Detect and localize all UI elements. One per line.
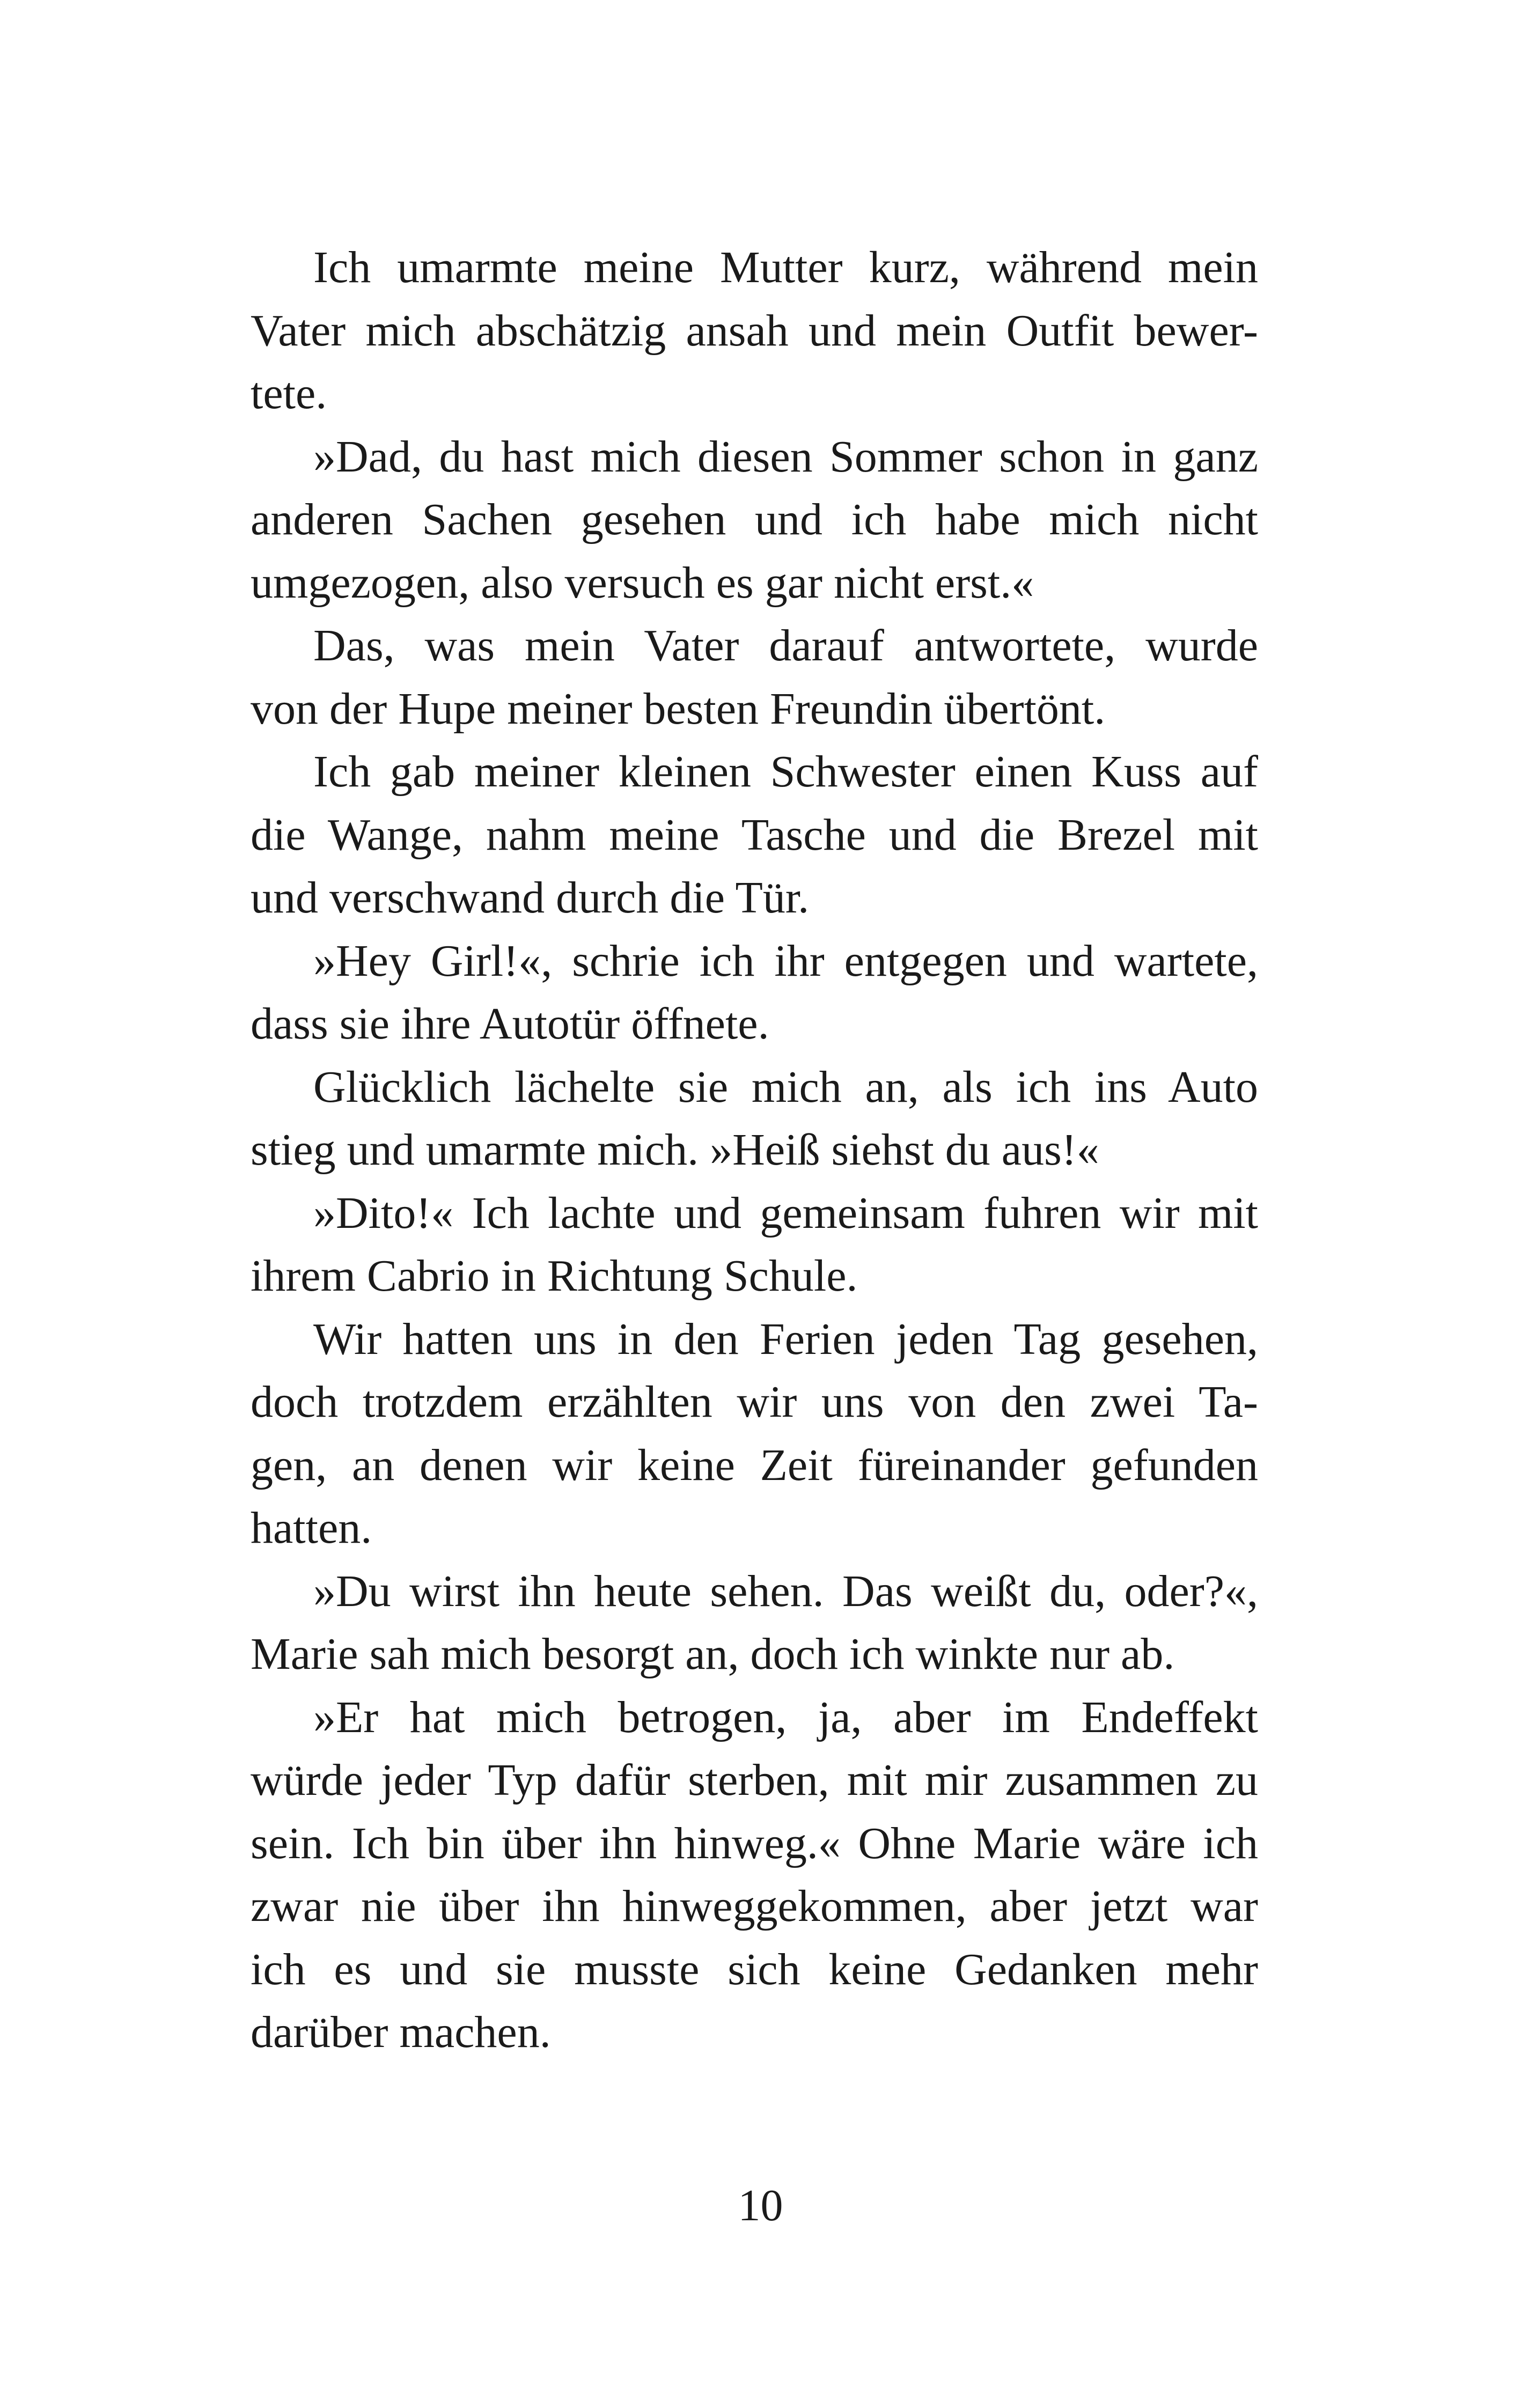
- text-line: Marie sah mich besorgt an, doch ich winkte nur ab.: [251, 1629, 1175, 1679]
- paragraph-8: [251, 1308, 1258, 1560]
- text-line: ihrem Cabrio in Richtung Schule.: [251, 1251, 858, 1301]
- paragraph-9: [251, 1560, 1258, 1686]
- text-line: von der Hupe meiner besten Freundin übertönt.: [251, 683, 1106, 734]
- text-line: »Dad, du hast mich diesen Sommer schon in ganz: [313, 431, 1258, 482]
- text-line: darüber machen.: [251, 2007, 551, 2057]
- paragraph-2: [251, 425, 1258, 615]
- text-line: würde jeder Typ dafür sterben, mit mir zusammen zu: [251, 1755, 1258, 1805]
- text-line: zwar nie über ihn hinweggekommen, aber jetzt war: [251, 1881, 1258, 1931]
- text-line: stieg und umarmte mich. »Heiß siehst du aus!«: [251, 1125, 1099, 1175]
- paragraph-3: [251, 614, 1258, 740]
- text-line: ich es und sie musste sich keine Gedanken mehr: [251, 1944, 1258, 1994]
- text-line: tete.: [251, 369, 327, 418]
- text-line: Das, was mein Vater darauf antwortete, wurde: [313, 621, 1258, 671]
- paragraph-7: [251, 1182, 1258, 1308]
- text-line: »Hey Girl!«, schrie ich ihr entgegen und wartete,: [313, 936, 1258, 986]
- paragraph-1: [251, 236, 1258, 425]
- text-line: die Wange, nahm meine Tasche und die Brezel mit: [251, 809, 1258, 860]
- text-line: doch trotzdem erzählten wir uns von den zwei Ta-: [251, 1377, 1258, 1427]
- text-line: hatten.: [251, 1503, 372, 1553]
- text-line: Ich umarmte meine Mutter kurz, während mein: [313, 242, 1258, 292]
- text-line: anderen Sachen gesehen und ich habe mich nicht: [251, 495, 1258, 544]
- text-line: sein. Ich bin über ihn hinweg.« Ohne Marie wäre ich: [251, 1818, 1258, 1868]
- paragraph-6: [251, 1056, 1258, 1182]
- text-line: dass sie ihre Autotür öffnete.: [251, 999, 769, 1049]
- paragraph-4: [251, 740, 1258, 930]
- text-line: »Du wirst ihn heute sehen. Das weißt du, oder?«,: [313, 1566, 1258, 1616]
- paragraph-5: [251, 930, 1258, 1056]
- text-line: Vater mich abschätzig ansah und mein Outfit bewer-: [251, 305, 1258, 356]
- text-line: gen, an denen wir keine Zeit füreinander gefunden: [251, 1440, 1258, 1490]
- text-line: umgezogen, also versuch es gar nicht erst.«: [251, 557, 1034, 608]
- body-text: [251, 236, 1258, 2064]
- page-number: 10: [738, 2181, 783, 2230]
- text-line: »Dito!« Ich lachte und gemeinsam fuhren wir mit: [313, 1188, 1258, 1238]
- text-line: Wir hatten uns in den Ferien jeden Tag gesehen,: [313, 1314, 1258, 1364]
- text-line: »Er hat mich betrogen, ja, aber im Endeffekt: [313, 1692, 1258, 1742]
- text-line: und verschwand durch die Tür.: [251, 873, 810, 923]
- paragraph-10: [251, 1686, 1258, 2064]
- text-line: Glücklich lächelte sie mich an, als ich ins Auto: [313, 1062, 1258, 1112]
- text-line: Ich gab meiner kleinen Schwester einen Kuss auf: [313, 747, 1258, 797]
